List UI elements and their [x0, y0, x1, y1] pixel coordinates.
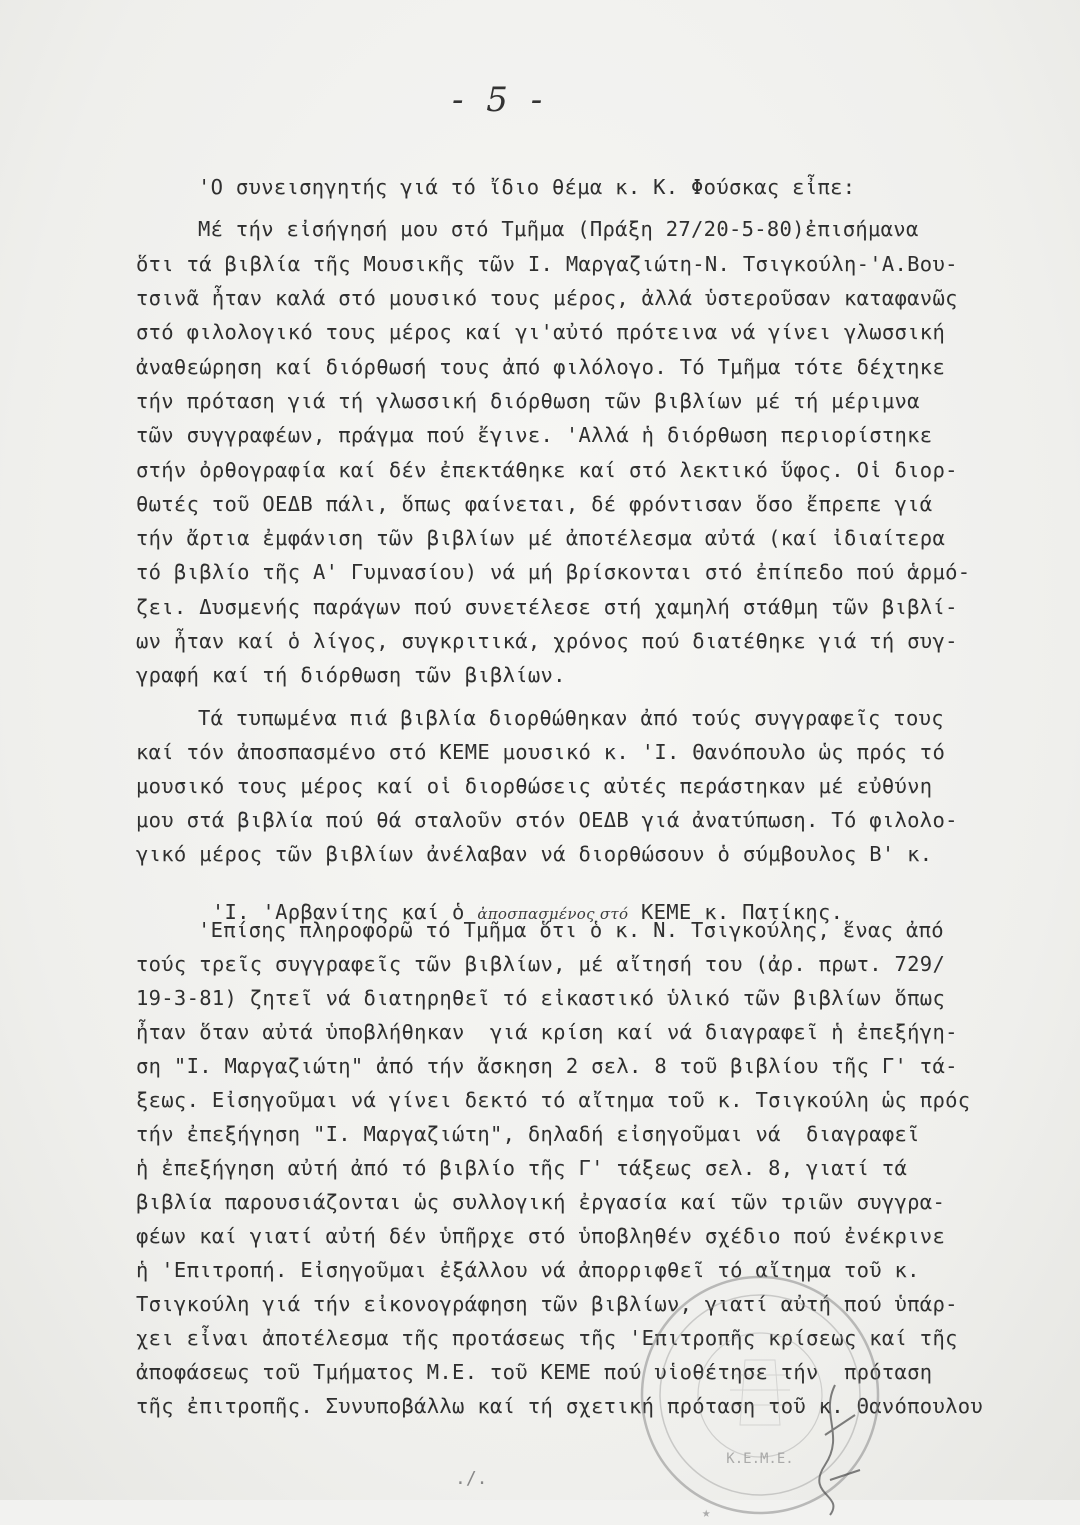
text-line: ων ἦταν καί ὁ λίγος, συγκριτικά, χρόνος πού διατέθηκε γιά τή συγ-	[136, 629, 958, 653]
text-line-start: 'Ι. 'Αρβανίτης καί ὁ	[211, 900, 478, 924]
text-line: τήν πρόταση γιά τή γλωσσική διόρθωση τῶν βιβλίων μέ τή μέριμνα	[136, 389, 920, 413]
text-line: Τά τυπωμένα πιά βιβλία διορθώθηκαν ἀπό τούς συγγραφεῖς τους	[198, 706, 944, 730]
text-line: ἡ ἐπεξήγηση αὐτή ἀπό τό βιβλίο τῆς Γ' τάξεως σελ. 8, γιατί τά	[136, 1156, 908, 1180]
text-line: ἀναθεώρηση καί διόρθωσή τους ἀπό φιλόλογο. Τό Τμῆμα τότε δέχτηκε	[136, 355, 946, 379]
text-line: ἦταν ὅταν αὐτά ὑποβλήθηκαν γιά κρίση καί νά διαγραφεῖ ἡ ἐπεξήγη-	[136, 1020, 958, 1044]
text-line: τῶν συγγραφέων, πράγμα πού ἔγινε. 'Αλλά ἡ διόρθωση περιορίστηκε	[136, 423, 933, 447]
text-line: μουσικό τους μέρος καί οἱ διορθώσεις αὐτές περάστηκαν μέ εὐθύνη	[136, 774, 933, 798]
text-line: τήν ἐπεξήγηση "Ι. Μαργαζιώτη", δηλαδή εἰσηγοῦμαι νά διαγραφεῖ	[136, 1122, 920, 1146]
text-line: στό φιλολογικό τους μέρος καί γι'αὐτό πρότεινα νά γίνει γλωσσική	[136, 320, 946, 344]
text-line: τό βιβλίο τῆς Α' Γυμνασίου) νά μή βρίσκονται στό ἐπίπεδο πού ἁρμό-	[136, 560, 971, 584]
text-line: τήν ἄρτια ἐμφάνιση τῶν βιβλίων μέ ἀποτέλεσμα αὐτά (καί ἰδιαίτερα	[136, 526, 946, 550]
text-line: μου στά βιβλία πού θά σταλοῦν στόν ΟΕΔΒ γιά ἀνατύπωση. Τό φιλολο-	[136, 808, 958, 832]
text-line: 'Ο συνεισηγητής γιά τό ἴδιο θέμα κ. Κ. Φούσκας εἶπε:	[198, 175, 856, 199]
text-line: ἀποφάσεως τοῦ Τμήματος Μ.Ε. τοῦ ΚΕΜΕ πού υἱοθέτησε τήν πρόταση	[136, 1360, 933, 1384]
text-line: καί τόν ἀποσπασμένο στό ΚΕΜΕ μουσικό κ. 'Ι. Θανόπουλο ὡς πρός τό	[136, 740, 946, 764]
text-line: τῆς ἐπιτροπῆς. Συνυποβάλλω καί τή σχετική πρόταση τοῦ κ. Θανόπουλου	[136, 1394, 984, 1418]
text-line: ἡ 'Επιτροπή. Εἰσηγοῦμαι ἐξάλλου νά ἀπορριφθεῖ τό αἴτημα τοῦ κ.	[136, 1258, 920, 1282]
text-line: ὅτι τά βιβλία τῆς Μουσικῆς τῶν Ι. Μαργαζιώτη-Ν. Τσιγκούλη-'Α.Βου-	[136, 252, 958, 276]
signature	[819, 1385, 860, 1515]
text-line: Τσιγκούλη γιά τήν εἰκονογράφηση τῶν βιβλίων, γιατί αὐτή πού ὑπάρ-	[136, 1292, 958, 1316]
text-line: χει εἶναι ἀποτέλεσμα τῆς προτάσεως τῆς 'Επιτροπῆς κρίσεως καί τῆς	[136, 1326, 958, 1350]
text-line: στήν ὀρθογραφία καί δέν ἐπεκτάθηκε καί στό λεκτικό ὕφος. Οἱ διορ-	[136, 458, 958, 482]
text-line: βιβλία παρουσιάζονται ὡς συλλογική ἐργασία καί τῶν τριῶν συγγρα-	[136, 1190, 946, 1214]
text-line-end: ΚΕΜΕ κ. Πατίκης.	[640, 900, 844, 924]
text-line: γραφή καί τή διόρθωση τῶν βιβλίων.	[136, 663, 566, 687]
text-line: 'Επίσης πληροφορῶ τό Τμῆμα ὅτι ὁ κ. Ν. Τσιγκούλης, ἕνας ἀπό	[198, 918, 944, 942]
stamp-text: Κ.Ε.Μ.Ε.	[726, 1451, 794, 1467]
text-line: γικό μέρος τῶν βιβλίων ἀνέλαβαν νά διορθώσουν ὁ σύμβουλος Β' κ.	[136, 842, 933, 866]
text-line: 19-3-81) ζητεῖ νά διατηρηθεῖ τό εἰκαστικό ὑλικό τῶν βιβλίων ὅπως	[136, 986, 946, 1010]
text-line: φέων καί γιατί αὐτή δέν ὑπῆρχε στό ὑποβληθέν σχέδιο πού ἐνέκρινε	[136, 1224, 946, 1248]
page-number: - 5 -	[452, 80, 549, 120]
text-line: ξεως. Εἰσηγοῦμαι νά γίνει δεκτό τό αἴτημα τοῦ κ. Τσιγκούλη ὡς πρός	[136, 1088, 971, 1112]
text-line: ζει. Δυσμενής παράγων πού συνετέλεσε στή χαμηλή στάθμη τῶν βιβλί-	[136, 595, 958, 619]
official-stamp	[630, 1265, 890, 1525]
text-line: ση "Ι. Μαργαζιώτη" ἀπό τήν ἄσκηση 2 σελ. 8 τοῦ βιβλίου τῆς Γ' τά-	[136, 1054, 958, 1078]
text-line: θωτές τοῦ ΟΕΔΒ πάλι, ὅπως φαίνεται, δέ φρόντισαν ὅσο ἔπρεπε γιά	[136, 492, 933, 516]
continuation-mark: ./.	[455, 1468, 488, 1489]
text-line: Μέ τήν εἰσήγησή μου στό Τμῆμα (Πράξη 27/20-5-80)ἐπισήμανα	[198, 217, 919, 241]
text-line: τούς τρεῖς συγγραφεῖς τῶν βιβλίων, μέ αἴτησή του (ἀρ. πρωτ. 729/	[136, 952, 946, 976]
svg-text:★: ★	[702, 1505, 711, 1521]
text-line: τσινᾶ ἦταν καλά στό μουσικό τους μέρος, ἀλλά ὑστεροῦσαν καταφανῶς	[136, 286, 958, 310]
handwritten-insertion: ἀποσπασμένος στό	[477, 905, 629, 923]
